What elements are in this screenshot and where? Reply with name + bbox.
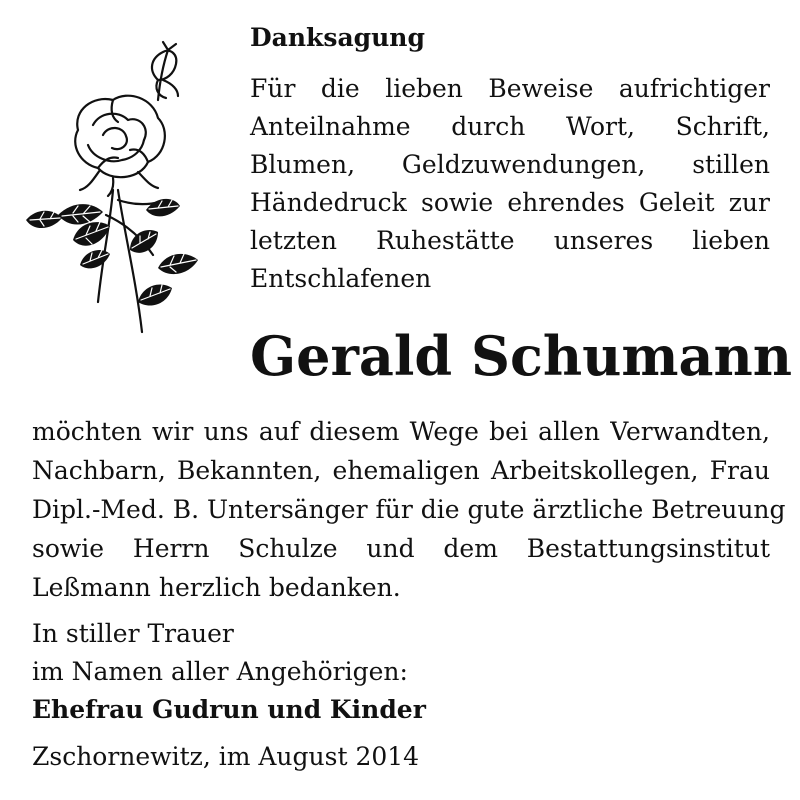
intro-line: Anteilnahme durch Wort, Schrift, [250,112,770,141]
thanks-line: Leßmann herzlich bedanken. [32,573,401,602]
intro-line: Entschlafenen [250,264,432,293]
closing-block [32,615,770,729]
closing-line: im Namen aller Angehörigen: [32,657,408,686]
closing-line: In stiller Trauer [32,619,234,648]
rose-icon [18,40,218,340]
deceased-name: Gerald Schumann [250,324,793,388]
thanks-paragraph [32,412,786,607]
intro-paragraph [250,70,770,298]
notice-heading: Danksagung [250,23,425,52]
signature: Ehefrau Gudrun und Kinder [32,695,426,724]
intro-line: letzten Ruhestätte unseres lieben [250,226,770,255]
thanks-line: möchten wir uns auf diesem Wege bei allen Verwandten, [32,417,770,446]
thanks-line: Dipl.-Med. B. Untersänger für die gute ärztliche Betreuung [32,495,786,524]
place-date: Zschornewitz, im August 2014 [32,742,420,771]
intro-line: Für die lieben Beweise aufrichtiger [250,74,770,103]
intro-line: Blumen, Geldzuwendungen, stillen [250,150,770,179]
thanks-line: Nachbarn, Bekannten, ehemaligen Arbeitskollegen, Frau [32,456,770,485]
intro-line: Händedruck sowie ehrendes Geleit zur [250,188,770,217]
thanks-line: sowie Herrn Schulze und dem Bestattungsinstitut [32,534,770,563]
